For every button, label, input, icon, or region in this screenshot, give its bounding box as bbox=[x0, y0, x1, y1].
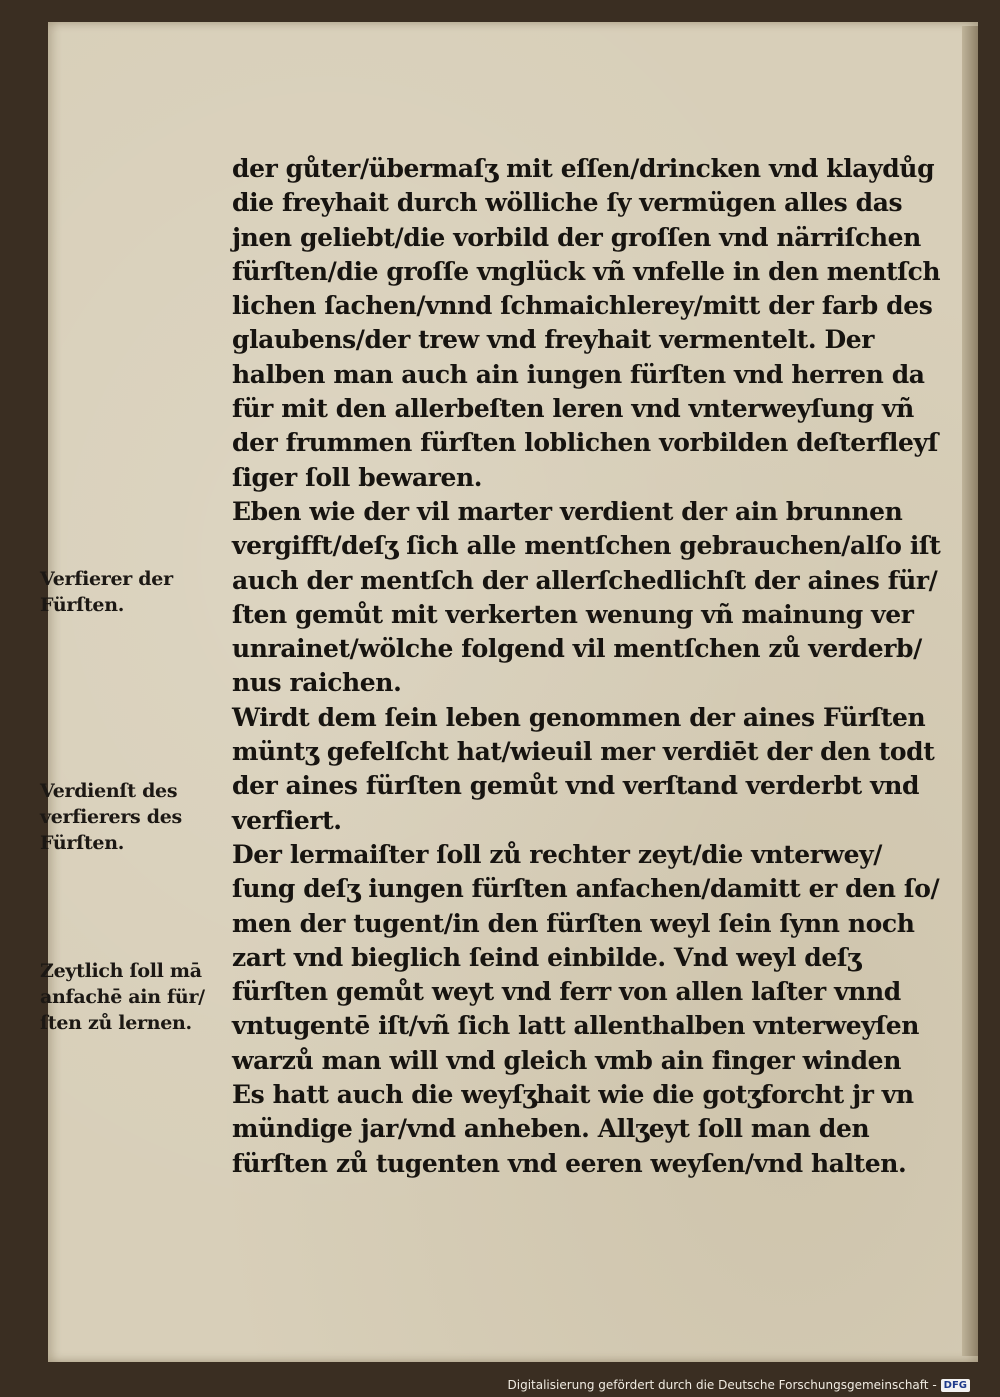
digitization-credit bbox=[508, 1378, 971, 1392]
text-line: ſiger ſoll bewaren. bbox=[232, 462, 483, 492]
text-line: Es hatt auch die weyſʒhait wie die gotʒforcht jr vn bbox=[232, 1080, 914, 1110]
text-line: Der lermaiſter ſoll zů rechter zeyt/die vnterwey/ bbox=[232, 839, 882, 869]
text-line: Eben wie der vil marter verdient der ain brunnen bbox=[232, 496, 903, 526]
margin-note-line: anfachē ain für/ bbox=[40, 986, 205, 1008]
text-line: men der tugent/in den fürſten weyl ſein ſynn noch bbox=[232, 908, 915, 938]
text-line: fürſten gemůt weyt vnd ferr von allen laſter vnnd bbox=[232, 977, 901, 1007]
text-line: Wirdt dem ſein leben genommen der aines Fürſten bbox=[232, 702, 926, 732]
text-line: auch der mentſch der allerſchedlichſt der aines für/ bbox=[232, 565, 938, 595]
text-line: fürſten zů tugenten vnd eeren weyſen/vnd halten. bbox=[232, 1148, 907, 1178]
text-line: der frummen fürſten loblichen vorbilden deſterfleyſ bbox=[232, 428, 938, 458]
margin-note-line: Zeytlich ſoll mā bbox=[40, 960, 202, 982]
margin-note-zeytlich bbox=[40, 958, 210, 1036]
text-line: die freyhait durch wölliche ſy vermügen alles das bbox=[232, 188, 903, 218]
text-line: vergifft/deſʒ ſich alle mentſchen gebrauchen/alſo iſt bbox=[232, 531, 941, 561]
dfg-logo: DFG bbox=[941, 1379, 970, 1392]
text-line: müntʒ gefelſcht hat/wieuil mer verdiēt der den todt bbox=[232, 737, 935, 767]
text-line: zart vnd bieglich ſeind einbilde. Vnd weyl deſʒ bbox=[232, 942, 861, 972]
page-edge bbox=[962, 26, 978, 1356]
margin-note-line: verfierers des bbox=[40, 806, 182, 828]
margin-note-line: ſten zů lernen. bbox=[40, 1012, 192, 1034]
margin-note-line: Verfierer der bbox=[40, 568, 173, 590]
text-line: glaubens/der trew vnd freyhait vermentelt. Der bbox=[232, 325, 875, 355]
text-line: verfiert. bbox=[232, 805, 342, 835]
text-line: für mit den allerbeſten leren vnd vnterweyſung vñ bbox=[232, 394, 914, 424]
margin-note-verfierer bbox=[40, 566, 210, 618]
text-line: unrainet/wölche folgend vil mentſchen zů verderb/ bbox=[232, 634, 922, 664]
text-line: nus raichen. bbox=[232, 668, 402, 698]
margin-note-verdienst bbox=[40, 778, 210, 856]
text-line: jnen geliebt/die vorbild der groſſen vnd närriſchen bbox=[232, 222, 921, 252]
margin-note-line: Fürſten. bbox=[40, 594, 125, 616]
main-text-block bbox=[232, 152, 941, 1181]
text-line: der gůter/übermaſʒ mit eſſen/drincken vnd klaydůg bbox=[232, 154, 935, 183]
margin-note-line: Verdienſt des bbox=[40, 780, 178, 802]
text-line: vntugentē iſt/vñ ſich latt allenthalben vnterweyſen bbox=[232, 1011, 920, 1041]
text-line: ſten gemůt mit verkerten wenung vñ mainung ver bbox=[232, 599, 914, 629]
text-line: halben man auch ain iungen fürſten vnd herren da bbox=[232, 359, 925, 389]
credit-text: Digitalisierung gefördert durch die Deutsche Forschungsgemeinschaft - bbox=[507, 1378, 937, 1392]
text-line: fürſten/die groſſe vnglück vñ vnfelle in den mentſch bbox=[232, 256, 941, 286]
text-line: der aines fürſten gemůt vnd verſtand verderbt vnd bbox=[232, 771, 920, 801]
text-line: ſung deſʒ iungen fürſten anfachen/damitt er den ſo/ bbox=[232, 874, 940, 904]
margin-note-line: Fürſten. bbox=[40, 832, 125, 854]
text-line: mündige jar/vnd anheben. Allʒeyt ſoll man den bbox=[232, 1114, 870, 1144]
text-line: warzů man will vnd gleich vmb ain finger winden bbox=[232, 1045, 901, 1075]
text-line: lichen ſachen/vnnd ſchmaichlerey/mitt der farb des bbox=[232, 291, 933, 321]
